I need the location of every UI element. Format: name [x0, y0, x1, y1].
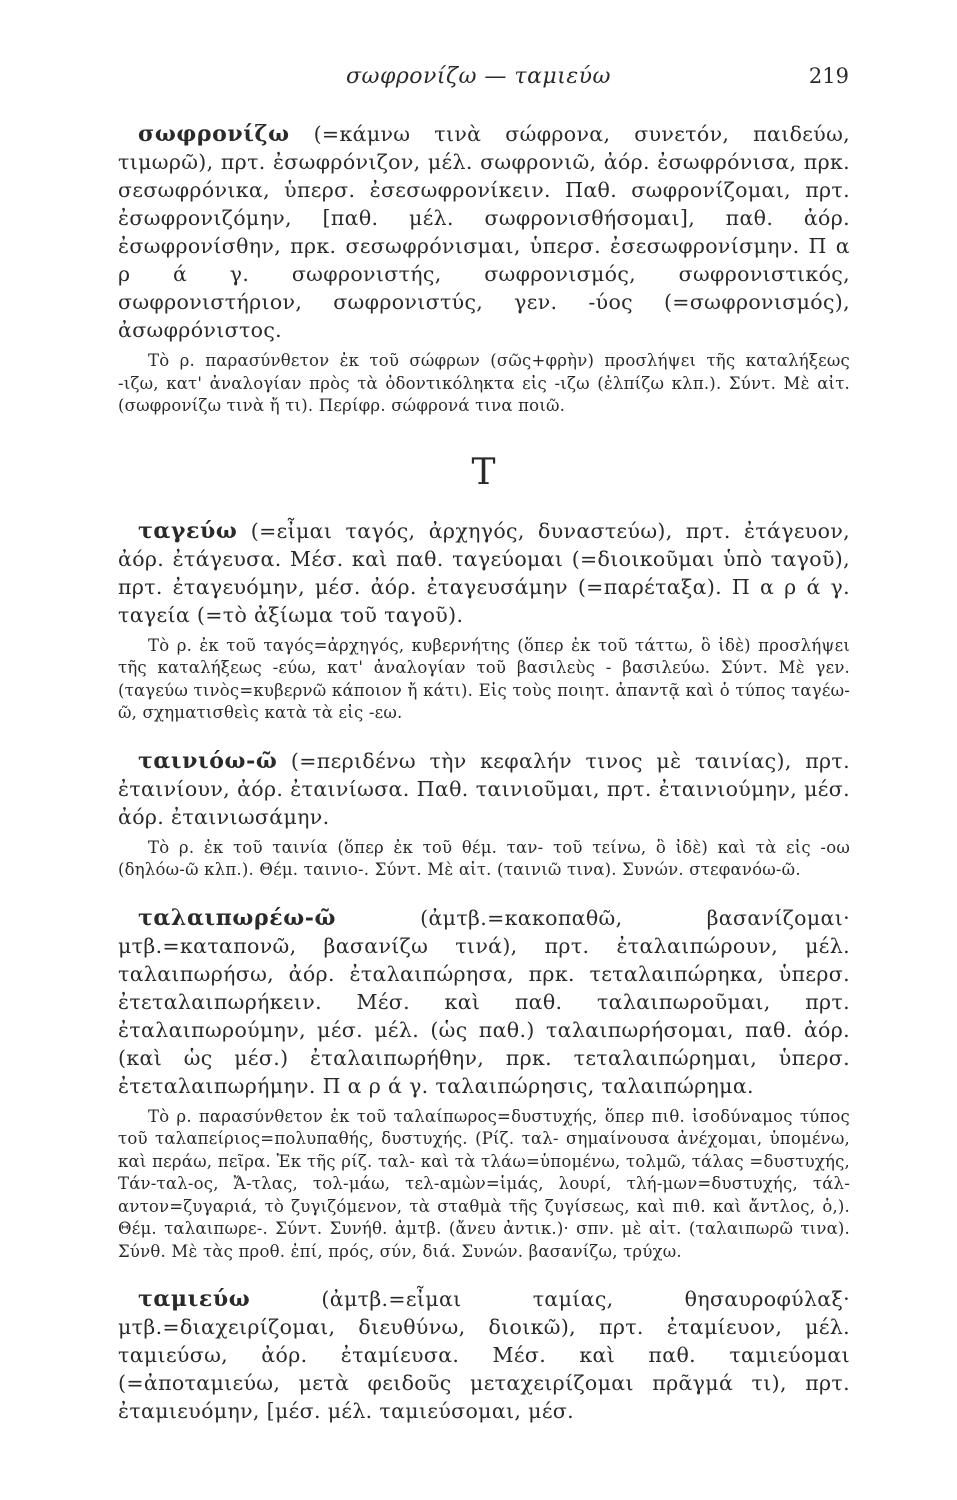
- entry-body: (=περιδένω τὴν κεφαλήν τινος μὲ ταινίας), πρτ. ἐταινίουν, ἀόρ. ἐταινίωσα. Παθ. ταινιοῦμαι, πρτ. ἐταινιούμην, μέσ. ἀόρ. ἐταινιωσάμην.: [118, 748, 850, 829]
- entry-body: (ἀμτβ.=κακοπαθῶ, βασανίζομαι· μτβ.=καταπονῶ, βασανίζω τινά), πρτ. ἐταλαιπώρουν, μέλ. ταλαιπωρήσω, ἀόρ. ἐταλαιπώρησα, πρκ. τεταλαιπώρηκα, ὑπερσ. ἐτεταλαιπωρήκειν. Μέσ. καὶ παθ. ταλαιπωροῦμαι, πρτ. ἐταλαιπωρούμην, μέσ. μέλ. (ὡς παθ.) ταλαιπωρήσομαι, παθ. ἀόρ. (καὶ ὡς μέσ.) ἐταλαιπωρήθην, πρκ. τεταλαιπώρημαι, ὑπερσ. ἐτεταλαιπωρήμην. Π α ρ ά γ. ταλαιπώρησις, ταλαιπώρημα.: [118, 905, 850, 1098]
- lemma: ταγεύω: [138, 517, 238, 544]
- column-top: [118, 120, 850, 1431]
- running-head: [0, 60, 957, 100]
- lemma: σωφρονίζω: [138, 121, 290, 147]
- page-number: 219: [808, 64, 849, 88]
- etymology-note: Τὸ ρ. παρασύνθετον ἐκ τοῦ ταλαίπωρος=δυστυχής, ὅπερ πιθ. ἰσοδύναμος τύπος τοῦ ταλαπείριος=πολυπαθής, δυστυχής. (Ρίζ. ταλ- σημαίνουσα ἀνέχομαι, ὑπομένω, καὶ περάω, πεῖρα. Ἐκ τῆς ρίζ. ταλ- καὶ τὰ τλάω=ὑπομένω, τολμῶ, τάλας =δυστυχής, Τάν-ταλ-ος, Ἄ-τλας, τολ-μάω, τελ-αμὼν=ἱμάς, λουρί, τλή-μων=δυστυχής, τάλ-αντον=ζυγαριά, τὸ ζυγιζόμενον, τὰ σταθμὰ τῆς ζυγίσεως, καὶ πιθ. καὶ ἄντλος, ὁ,). Θέμ. ταλαιπωρε-. Σύντ. Συνήθ. ἀμτβ. (ἄνευ ἀντικ.)· σπν. μὲ αἰτ. (ταλαιπωρῶ τινα). Σύνθ. Μὲ τὰς προθ. ἐπί, πρός, σύν, διά. Συνών. βασανίζω, τρύχω.: [118, 1106, 850, 1261]
- entry-body: (ἀμτβ.=εἶμαι ταμίας, θησαυροφύλαξ· μτβ.=διαχειρίζομαι, διευθύνω, διοικῶ), πρτ. ἐταμίευον, μέλ. ταμιεύσω, ἀόρ. ἐταμίευσα. Μέσ. καὶ παθ. ταμιεύομαι (=ἀποταμιεύω, μετὰ φειδοῦς μεταχειρίζομαι πρᾶγμά τι), πρτ. ἐταμιευόμην, [μέσ. μέλ. ταμιεύσομαι, μέσ.: [118, 1287, 850, 1423]
- entry-tamieuo: [118, 1285, 850, 1425]
- etymology-note: Τὸ ρ. ἐκ τοῦ ταινία (ὅπερ ἐκ τοῦ θέμ. ταν- τοῦ τείνω, ὃ ἰδὲ) καὶ τὰ εἰς -οω (δηλόω-ῶ κλπ.). Θέμ. ταινιο-. Σύντ. Μὲ αἰτ. (ταινιῶ τινα). Συνών. στεφανόω-ῶ.: [118, 837, 850, 879]
- section-letter: Τ: [471, 451, 497, 493]
- page-title: σωφρονίζω — ταμιεύω: [346, 64, 611, 89]
- lemma: ταμιεύω: [138, 1286, 251, 1312]
- etymology-note: Τὸ ρ. παρασύνθετον ἐκ τοῦ σώφρων (σῶς+φρὴν) προσλήψει τῆς καταλήξεως -ιζω, κατ' ἀναλογίαν πρὸς τὰ ὀδοντικόληκτα εἰς -ιζω (ἐλπίζω κλπ.). Σύντ. Μὲ αἰτ. (σωφρονίζω τινὰ ἤ τι). Περίφρ. σώφρονά τινα ποιῶ.: [118, 351, 850, 415]
- entry-sophronizo: [118, 120, 850, 344]
- entry-tainioo: [118, 747, 850, 831]
- entry-tageuo: [118, 517, 850, 629]
- entry-body: (=κάμνω τινὰ σώφρονα, συνετόν, παιδεύω, τιμωρῶ), πρτ. ἐσωφρόνιζον, μέλ. σωφρονιῶ, ἀόρ. ἐσωφρόνισα, πρκ. σεσωφρόνικα, ὑπερσ. ἐσεσωφρονίκειν. Παθ. σωφρονίζομαι, πρτ. ἐσωφρονιζόμην, [παθ. μέλ. σωφρονισθήσομαι], παθ. ἀόρ. ἐσωφρονίσθην, πρκ. σεσωφρόνισμαι, ὑπερσ. ἐσεσωφρονίσμην. Π α ρ ά γ. σωφρονιστής, σωφρονισμός, σωφρονιστικός, σωφρονιστήριον, σωφρονιστύς, γεν. -ύος (=σωφρονισμός), ἀσωφρόνιστος.: [118, 122, 850, 342]
- lemma: ταλαιπωρέω-ῶ: [138, 904, 337, 931]
- lemma: ταινιόω-ῶ: [138, 747, 278, 774]
- entry-talaiporeo: [118, 904, 850, 1100]
- etymology-note: Τὸ ρ. ἐκ τοῦ ταγός=ἀρχηγός, κυβερνήτης (ὅπερ ἐκ τοῦ τάττω, ὃ ἰδὲ) προσλήψει τῆς καταλήξεως -εύω, κατ' ἀναλογίαν τοῦ βασιλεὺς - βασιλεύω. Σύντ. Μὲ γεν. (ταγεύω τινὸς=κυβερνῶ κάποιον ἤ κάτι). Εἰς τοὺς ποιητ. ἀπαντᾷ καὶ ὁ τύπος ταγέω-ῶ, σχηματισθεὶς κατὰ τὰ εἰς -εω.: [118, 635, 850, 722]
- entry-body: (=εἶμαι ταγός, ἀρχηγός, δυναστεύω), πρτ. ἐτάγευον, ἀόρ. ἐτάγευσα. Μέσ. καὶ παθ. ταγεύομαι (=διοικοῦμαι ὑπὸ ταγοῦ), πρτ. ἐταγευόμην, μέσ. ἀόρ. ἐταγευσάμην (=παρέταξα). Π α ρ ά γ. ταγεία (=τὸ ἀξίωμα τοῦ ταγοῦ).: [118, 518, 850, 627]
